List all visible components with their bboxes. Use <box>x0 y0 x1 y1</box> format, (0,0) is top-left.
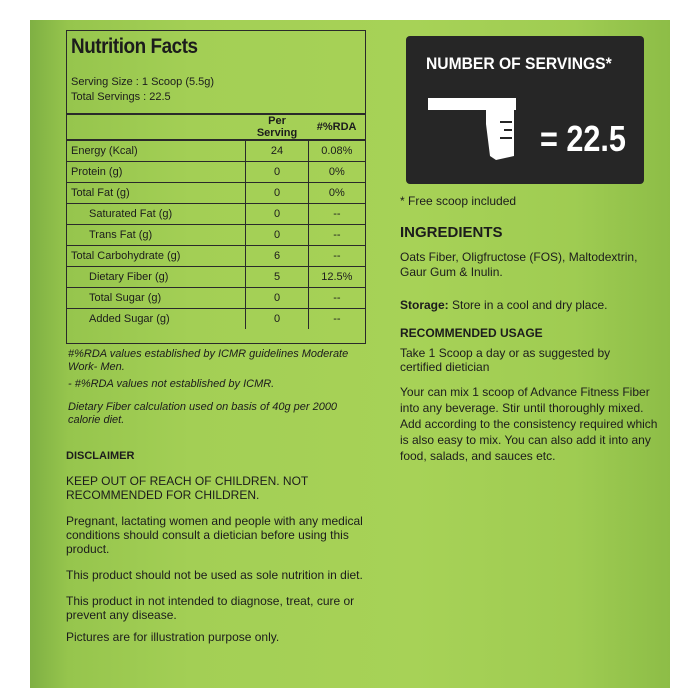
rda-not-established-note: - #%RDA values not established by ICMR. <box>68 378 275 390</box>
product-label <box>30 20 670 688</box>
nutrition-row <box>67 204 365 225</box>
nutrition-rows <box>67 140 365 329</box>
nutrient-name: Dietary Fiber (g) <box>67 267 246 288</box>
nutrient-name: Total Sugar (g) <box>67 288 246 309</box>
nutrition-row <box>67 309 365 330</box>
nutrient-rda: 12.5% <box>308 267 365 288</box>
nutrient-per-serving: 0 <box>246 288 308 309</box>
nutrient-rda: -- <box>308 288 365 309</box>
rda-note: #%RDA values established by ICMR guidelines Moderate Work- Men. <box>68 348 349 373</box>
nutrient-per-serving: 0 <box>246 225 308 246</box>
nutrition-row <box>67 183 365 204</box>
serving-size: Serving Size : 1 Scoop (5.5g) <box>71 76 215 88</box>
usage-line-1: Take 1 Scoop a day or as suggested by certified dietician <box>400 346 611 374</box>
nutrient-rda: -- <box>308 309 365 330</box>
nutrient-rda: -- <box>308 246 365 267</box>
nutrient-per-serving: 0 <box>246 309 308 330</box>
free-scoop-note: * Free scoop included <box>400 194 517 208</box>
nutrition-table <box>67 113 365 329</box>
nutrient-per-serving: 0 <box>246 183 308 204</box>
nutrient-name: Saturated Fat (g) <box>67 204 246 225</box>
nutrition-row <box>67 225 365 246</box>
nutrition-row <box>67 162 365 183</box>
nutrient-name: Total Carbohydrate (g) <box>67 246 246 267</box>
nutrition-row <box>67 267 365 288</box>
fiber-note: Dietary Fiber calculation used on basis of 40g per 2000 calorie diet. <box>68 401 338 426</box>
disclaimer-children: KEEP OUT OF REACH OF CHILDREN. NOT RECOMMENDED FOR CHILDREN. <box>66 474 309 502</box>
nutrient-per-serving: 24 <box>246 140 308 162</box>
nutrient-name: Added Sugar (g) <box>67 309 246 330</box>
nutrition-row <box>67 288 365 309</box>
rda-notes <box>68 348 368 437</box>
total-servings: Total Servings : 22.5 <box>71 91 171 103</box>
nutrient-per-serving: 0 <box>246 204 308 225</box>
servings-value: = 22.5 <box>540 118 626 159</box>
nutrition-row <box>67 246 365 267</box>
usage-heading: RECOMMENDED USAGE <box>400 326 543 340</box>
nutrient-name: Energy (Kcal) <box>67 140 246 162</box>
usage-line-2: Your can mix 1 scoop of Advance Fitness Fiber into any beverage. Stir until thoroughly mixed. Add according to the consistency required which is also easy to mix. You can also add it into any food, salads, and sauces etc. <box>400 385 658 463</box>
servings-title: NUMBER OF SERVINGS* <box>426 54 612 73</box>
nutrition-facts-panel <box>66 30 366 344</box>
storage-line <box>400 298 660 312</box>
nutrient-name: Total Fat (g) <box>67 183 246 204</box>
serving-info <box>71 75 214 105</box>
nutrition-row <box>67 140 365 162</box>
nutrient-per-serving: 0 <box>246 162 308 183</box>
nutrient-rda: 0% <box>308 183 365 204</box>
nutrition-facts-title: Nutrition Facts <box>71 35 198 58</box>
disclaimer-not-intended: This product in not intended to diagnose, treat, cure or prevent any disease. <box>66 594 355 622</box>
header-per-serving: Per Serving <box>246 114 308 140</box>
scoop-icon <box>428 94 538 164</box>
servings-box <box>406 36 644 184</box>
header-rda: #%RDA <box>308 114 365 140</box>
nutrient-name: Protein (g) <box>67 162 246 183</box>
ingredients-text: Oats Fiber, Oligfructose (FOS), Maltodextrin, Gaur Gum & Inulin. <box>400 250 638 279</box>
nutrient-rda: 0% <box>308 162 365 183</box>
disclaimer-body <box>66 474 366 656</box>
nutrient-rda: -- <box>308 225 365 246</box>
disclaimer-pictures: Pictures are for illustration purpose only. <box>66 630 280 644</box>
disclaimer-heading: DISCLAIMER <box>66 450 135 462</box>
nutrient-rda: -- <box>308 204 365 225</box>
header-blank <box>67 114 246 140</box>
disclaimer-pregnant: Pregnant, lactating women and people with any medical conditions should consult a dietician before using this product. <box>66 514 363 556</box>
nutrient-rda: 0.08% <box>308 140 365 162</box>
nutrient-per-serving: 6 <box>246 246 308 267</box>
ingredients-heading: INGREDIENTS <box>400 224 503 241</box>
nutrient-per-serving: 5 <box>246 267 308 288</box>
disclaimer-sole-nutrition: This product should not be used as sole nutrition in diet. <box>66 568 363 582</box>
storage-text: Store in a cool and dry place. <box>448 298 608 312</box>
storage-label: Storage: <box>400 298 449 312</box>
nutrient-name: Trans Fat (g) <box>67 225 246 246</box>
